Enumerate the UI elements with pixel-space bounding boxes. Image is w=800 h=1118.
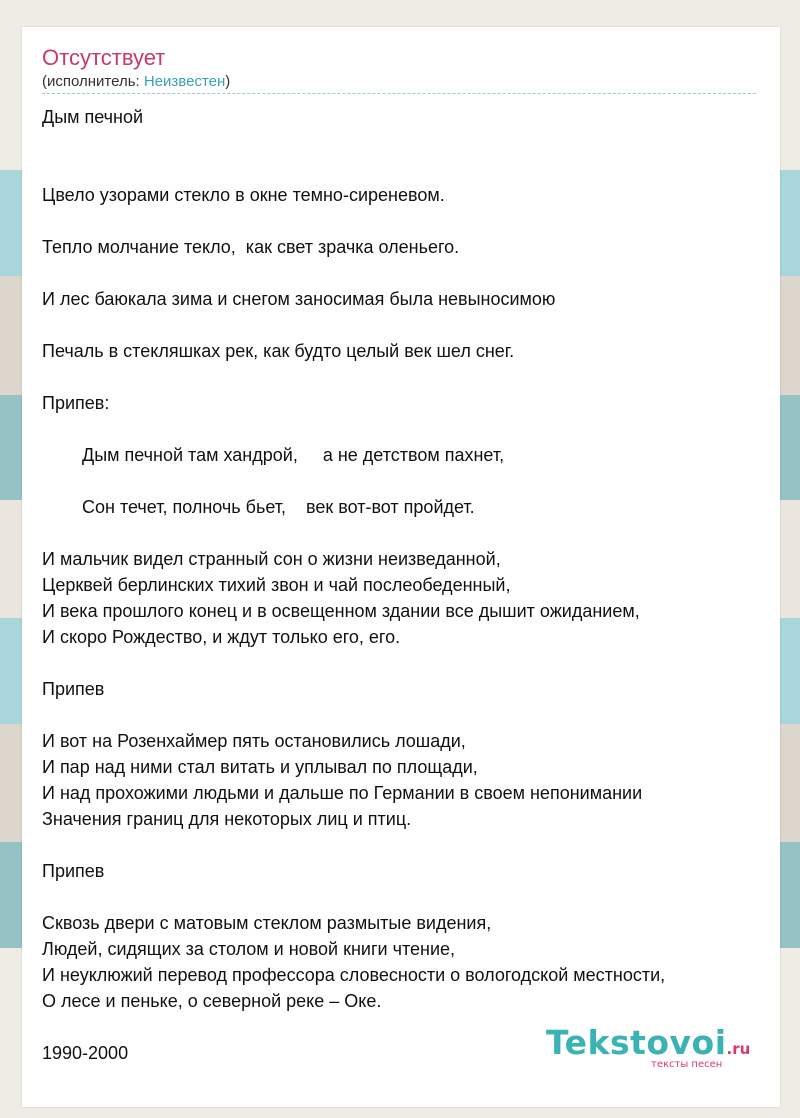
lyrics-body [42,104,767,1066]
lyric-line: И вот на Розенхаймер пять остановились лошади, [42,731,466,751]
lyric-line: Цвело узорами стекло в окне темно-сиреневом. [42,185,445,205]
lyric-line [42,156,767,182]
header-divider [42,93,756,94]
lyric-line: И века прошлого конец и в освещенном здании все дышит ожиданием, [42,601,640,621]
lyric-line: И мальчик видел странный сон о жизни неизведанной, [42,549,501,569]
lyrics-sheet [22,27,780,1107]
lyric-line: О лесе и пеньке, о северной реке – Оке. [42,991,382,1011]
lyric-line: Тепло молчание текло, как свет зрачка оленьего. [42,237,460,257]
logo-domain: .ru [726,1040,751,1058]
lyric-line: Церквей берлинских тихий звон и чай послеобеденный, [42,575,511,595]
performer-line [42,73,230,91]
lyric-line: Дым печной там хандрой, а не детством пахнет, [42,445,505,465]
lyric-line [42,884,767,910]
lyric-line: И над прохожими людьми и дальше по Германии в своем непонимании [42,783,643,803]
lyric-line [42,650,767,676]
lyric-line [42,468,767,494]
lyric-line: Припев: [42,393,110,413]
performer-prefix: (исполнитель: [42,73,144,90]
lyric-line: Сон течет, полночь бьет, век вот-вот пройдет. [42,497,475,517]
lyric-line: И пар над ними стал витать и уплывал по площади, [42,757,478,777]
lyric-line: Припев [42,861,105,881]
performer-link[interactable]: Неизвестен [143,73,226,90]
lyric-line: Припев [42,679,105,699]
lyric-line: Печаль в стекляшках рек, как будто целый век шел снег. [42,341,515,361]
lyric-line [42,260,767,286]
lyric-line: И скоро Рождество, и ждут только его, его. [42,627,401,647]
lyric-line [42,520,767,546]
lyric-line [42,416,767,442]
lyric-line [42,702,767,728]
lyric-line [42,832,767,858]
lyric-line: И лес баюкала зима и снегом заносимая была невыносимою [42,289,556,309]
lyric-line: Дым печной [42,107,144,127]
lyric-line: И неуклюжий перевод профессора словесности о вологодской местности, [42,965,666,985]
lyric-line [42,312,767,338]
lyric-line [42,130,767,156]
logo-tagline: тексты песен [651,1059,723,1070]
logo-name: Tekstovoi [546,1023,727,1062]
lyric-line [42,364,767,390]
lyric-line: Людей, сидящих за столом и новой книги чтение, [42,939,456,959]
lyric-line: 1990-2000 [42,1043,129,1063]
tekstovoi-logo[interactable] [546,1023,751,1070]
lyric-line: Значения границ для некоторых лиц и птиц. [42,809,412,829]
lyric-line [42,208,767,234]
lyric-line: Сквозь двери с матовым стеклом размытые видения, [42,913,492,933]
performer-suffix: ) [225,73,231,90]
song-title: Отсутствует [42,45,166,70]
